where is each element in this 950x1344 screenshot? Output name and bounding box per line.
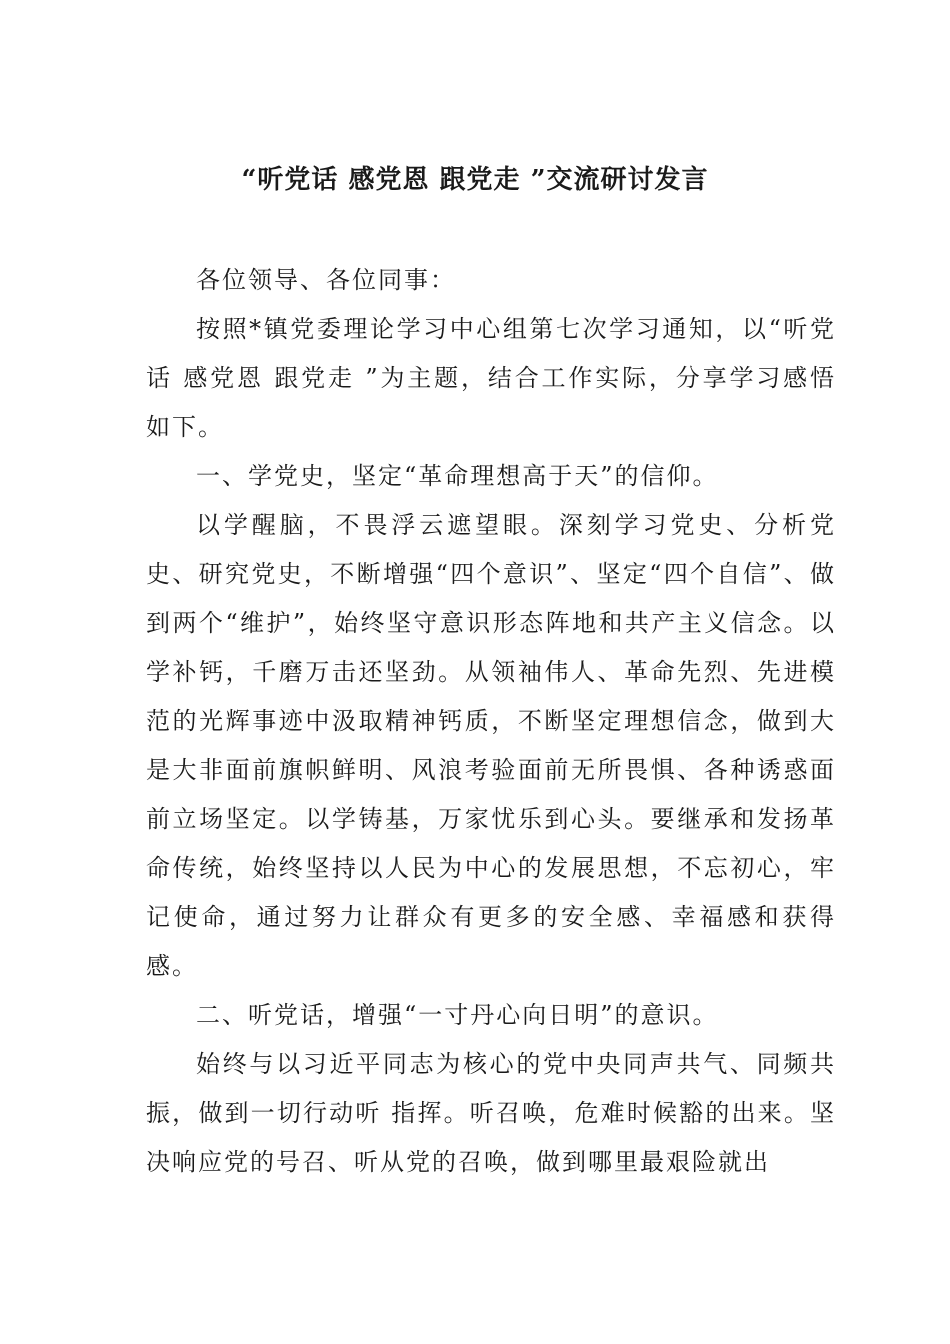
section-body-1: 以学醒脑，不畏浮云遮望眼。深刻学习党史、分析党史、研究党史，不断增强“四个意识”、坚定“四个自信”、做到两个“维护”，始终坚守意识形态阵地和共产主义信念。以学补钙，千磨万击还坚劲。从领袖伟人、革命先烈、先进模范的光辉事迹中汲取精神钙质，不断坚定理想信念，做到大是大非面前旗帜鲜明、风浪考验面前无所畏惧、各种诱惑面前立场坚定。以学铸基，万家忧乐到心头。要继承和发扬革命传统，始终坚持以人民为中心的发展思想，不忘初心，牢记使命，通过努力让群众有更多的安全感、幸福感和获得感。 — [146, 511, 836, 980]
greeting-paragraph: 各位领导、各位同事： — [196, 266, 456, 294]
section-body-2: 始终与以习近平同志为核心的党中央同声共气、同频共振，做到一切行动听 指挥。听召唤，危难时候豁的出来。坚决响应党的号召、听从党的召唤，做到哪里最艰险就出 — [146, 1050, 836, 1176]
document-body — [146, 256, 836, 1187]
section-heading-1: 一、学党史，坚定“革命理想高于天”的信仰。 — [196, 462, 719, 490]
section-heading-2: 二、听党话，增强“一寸丹心向日明”的意识。 — [196, 1001, 719, 1029]
intro-paragraph: 按照*镇党委理论学习中心组第七次学习通知，以“听党话 感党恩 跟党走 ”为主题，结合工作实际，分享学习感悟如下。 — [146, 315, 836, 441]
document-title: “听党话 感党恩 跟党走 ”交流研讨发言 — [241, 165, 709, 195]
